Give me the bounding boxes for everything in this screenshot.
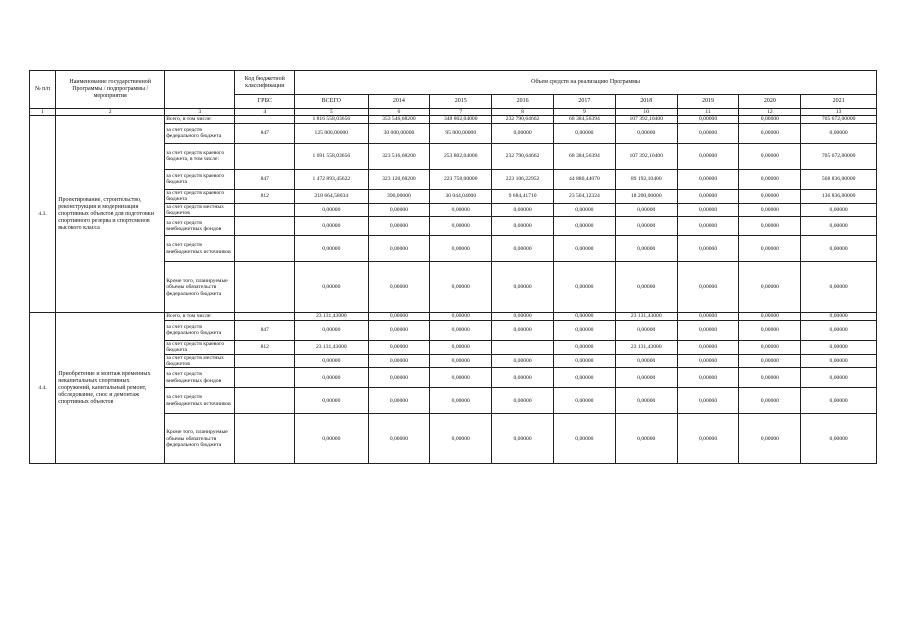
year-value: 0,00000	[615, 262, 677, 313]
year-value: 0,00000	[492, 320, 554, 340]
year-value: 0,00000	[430, 320, 492, 340]
year-value: 0,00000	[368, 340, 430, 354]
year-value: 0,00000	[492, 388, 554, 414]
header-year: 2018	[615, 95, 677, 109]
table-row	[30, 313, 877, 320]
header-name: Наименование государственной Программы / подпрограммы / мероприятия	[56, 71, 165, 109]
year-value: 0,00000	[801, 123, 877, 143]
year-value: 232 790,64662	[492, 143, 554, 169]
total-value: 23 131,43000	[295, 340, 368, 354]
year-value: 89 192,10400	[615, 169, 677, 189]
year-value: 232 790,64662	[492, 116, 554, 123]
header-year: ВСЕГО	[295, 95, 368, 109]
funding-source: за счет средств краевого бюджета, в том числе:	[165, 143, 235, 169]
year-value: 0,00000	[739, 169, 801, 189]
year-value: 0,00000	[430, 262, 492, 313]
budget-document	[29, 70, 877, 464]
header-empty	[165, 71, 235, 109]
year-value: 323 120,68200	[368, 169, 430, 189]
year-value: 0,00000	[368, 217, 430, 236]
year-value: 68 384,56394	[553, 116, 615, 123]
year-value: 0,00000	[801, 320, 877, 340]
total-value: 0,00000	[295, 354, 368, 368]
header-grbs: ГРБС	[235, 95, 295, 109]
header-year: 2016	[492, 95, 554, 109]
year-value: 705 672,00000	[801, 143, 877, 169]
section-title: Проектирование, строительство, реконструкция и модернизация спортивных объектов для подготовки спортивного резерва и спортсменов высокого класса	[56, 116, 165, 313]
funding-source: за счет средств федерального бюджета	[165, 123, 235, 143]
year-value: 107 392,10400	[615, 116, 677, 123]
grbs-code: 847	[235, 320, 295, 340]
year-value: 0,00000	[430, 388, 492, 414]
year-value: 107 392,10400	[615, 143, 677, 169]
year-value: 0,00000	[801, 236, 877, 262]
year-value: 0,00000	[677, 340, 739, 354]
grbs-code	[235, 368, 295, 388]
year-value: 0,00000	[739, 116, 801, 123]
index-cell: 8	[492, 109, 554, 116]
section-number: 4.4.	[30, 313, 56, 464]
year-value: 0,00000	[801, 388, 877, 414]
year-value: 0,00000	[739, 217, 801, 236]
total-value: 0,00000	[295, 262, 368, 313]
year-value: 223 106,22952	[492, 169, 554, 189]
grbs-code	[235, 116, 295, 123]
year-value: 0,00000	[615, 236, 677, 262]
year-value: 0,00000	[801, 217, 877, 236]
year-value: 68 384,56394	[553, 143, 615, 169]
total-value: 0,00000	[295, 217, 368, 236]
year-value: 0,00000	[492, 414, 554, 464]
funding-source: за счет средств федерального бюджета	[165, 320, 235, 340]
year-value: 95 000,00000	[430, 123, 492, 143]
grbs-code	[235, 262, 295, 313]
year-value: 0,00000	[739, 368, 801, 388]
year-value: 0,00000	[739, 414, 801, 464]
year-value: 23 504,12324	[553, 189, 615, 203]
year-value: 0,00000	[739, 262, 801, 313]
section-number: 4.3.	[30, 116, 56, 313]
year-value: 0,00000	[677, 368, 739, 388]
total-value: 0,00000	[295, 236, 368, 262]
header-volume: Объем средств на реализацию Программы	[295, 71, 877, 95]
funding-source: за счет средств краевого бюджета	[165, 189, 235, 203]
grbs-code	[235, 354, 295, 368]
year-value: 23 131,43000	[615, 340, 677, 354]
year-value: 0,00000	[677, 388, 739, 414]
year-value: 0,00000	[492, 262, 554, 313]
year-value: 0,00000	[553, 203, 615, 217]
year-value: 0,00000	[430, 203, 492, 217]
year-value: 0,00000	[615, 217, 677, 236]
total-value: 0,00000	[295, 368, 368, 388]
funding-source: за счет средств внебюджетных фондов	[165, 217, 235, 236]
total-value: 0,00000	[295, 203, 368, 217]
total-value: 218 664,58034	[295, 189, 368, 203]
year-value: 18 200,00000	[615, 189, 677, 203]
total-value: 0,00000	[295, 388, 368, 414]
funding-source: Всего, в том числе:	[165, 116, 235, 123]
year-value: 0,00000	[677, 123, 739, 143]
year-value: 0,00000	[677, 320, 739, 340]
index-cell: 13	[801, 109, 877, 116]
year-value: 0,00000	[739, 354, 801, 368]
year-value: 0,00000	[677, 189, 739, 203]
year-value: 0,00000	[430, 217, 492, 236]
funding-source: за счет средств внебюджетных источников	[165, 388, 235, 414]
index-cell: 5	[295, 109, 368, 116]
year-value: 396,00000	[368, 189, 430, 203]
year-value: 0,00000	[553, 354, 615, 368]
index-cell: 11	[677, 109, 739, 116]
year-value: 0,00000	[615, 388, 677, 414]
total-value: 0,00000	[295, 320, 368, 340]
year-value: 0,00000	[739, 123, 801, 143]
year-value: 0,00000	[739, 189, 801, 203]
year-value: 0,00000	[492, 236, 554, 262]
year-value: 0,00000	[553, 123, 615, 143]
year-value: 0,00000	[430, 414, 492, 464]
year-value: 253 802,04000	[430, 143, 492, 169]
index-row	[30, 109, 877, 116]
year-value: 0,00000	[492, 217, 554, 236]
budget-table	[29, 70, 877, 464]
year-value: 0,00000	[801, 313, 877, 320]
total-value: 0,00000	[295, 414, 368, 464]
grbs-code: 812	[235, 189, 295, 203]
year-value: 0,00000	[368, 354, 430, 368]
index-cell: 10	[615, 109, 677, 116]
year-value: 0,00000	[615, 123, 677, 143]
year-value: 0,00000	[430, 313, 492, 320]
year-value: 0,00000	[492, 354, 554, 368]
year-value: 0,00000	[430, 340, 492, 354]
year-value: 568 836,00000	[801, 169, 877, 189]
year-value: 23 131,43000	[615, 313, 677, 320]
year-value: 0,00000	[553, 340, 615, 354]
header-row	[30, 71, 877, 95]
year-value: 0,00000	[553, 236, 615, 262]
year-value: 353 546,68200	[368, 116, 430, 123]
year-value: 0,00000	[368, 368, 430, 388]
year-value: 0,00000	[430, 236, 492, 262]
total-value: 125 000,00000	[295, 123, 368, 143]
year-value: 705 672,00000	[801, 116, 877, 123]
year-value: 0,00000	[739, 388, 801, 414]
year-value	[492, 340, 554, 354]
grbs-code: 847	[235, 169, 295, 189]
year-value: 0,00000	[677, 217, 739, 236]
year-value: 348 802,04000	[430, 116, 492, 123]
year-value: 0,00000	[492, 123, 554, 143]
index-cell: 1	[30, 109, 56, 116]
year-value: 0,00000	[368, 203, 430, 217]
year-value: 0,00000	[801, 340, 877, 354]
year-value: 0,00000	[677, 313, 739, 320]
index-cell: 6	[368, 109, 430, 116]
funding-source: Кроме того, планируемые объемы обязательств федерального бюджета	[165, 262, 235, 313]
year-value: 0,00000	[739, 340, 801, 354]
index-cell: 9	[553, 109, 615, 116]
year-value: 0,00000	[739, 313, 801, 320]
year-value: 0,00000	[492, 313, 554, 320]
header-number: № п/п	[30, 71, 56, 109]
year-value: 0,00000	[801, 262, 877, 313]
year-value: 0,00000	[677, 203, 739, 217]
year-value: 0,00000	[677, 262, 739, 313]
funding-source: за счет средств краевого бюджета	[165, 169, 235, 189]
year-value: 0,00000	[677, 354, 739, 368]
year-value: 0,00000	[739, 143, 801, 169]
year-value: 0,00000	[368, 236, 430, 262]
year-value: 0,00000	[677, 143, 739, 169]
grbs-code	[235, 388, 295, 414]
year-value: 323 516,68200	[368, 143, 430, 169]
year-value: 0,00000	[677, 169, 739, 189]
grbs-code	[235, 236, 295, 262]
year-value: 30 044,04000	[430, 189, 492, 203]
year-value: 0,00000	[553, 368, 615, 388]
grbs-code	[235, 217, 295, 236]
year-value: 0,00000	[739, 203, 801, 217]
funding-source: Всего, в том числе:	[165, 313, 235, 320]
funding-source: за счет средств краевого бюджета	[165, 340, 235, 354]
total-value: 1 691 558,03656	[295, 143, 368, 169]
funding-source: за счет средств местных бюджетов	[165, 203, 235, 217]
year-value: 0,00000	[801, 203, 877, 217]
year-value: 0,00000	[368, 313, 430, 320]
grbs-code	[235, 414, 295, 464]
total-value: 1 816 558,03656	[295, 116, 368, 123]
index-cell: 12	[739, 109, 801, 116]
year-value: 0,00000	[368, 388, 430, 414]
grbs-code: 847	[235, 123, 295, 143]
year-value: 30 000,00000	[368, 123, 430, 143]
total-value: 23 131,43000	[295, 313, 368, 320]
funding-source: за счет средств внебюджетных источников	[165, 236, 235, 262]
year-value: 0,00000	[368, 414, 430, 464]
header-year: 2014	[368, 95, 430, 109]
year-value: 0,00000	[368, 320, 430, 340]
funding-source: Кроме того, планируемые объемы обязательств федерального бюджета	[165, 414, 235, 464]
header-year: 2017	[553, 95, 615, 109]
year-value: 0,00000	[677, 236, 739, 262]
year-value: 44 880,44070	[553, 169, 615, 189]
section-title: Приобретение и монтаж временных некапитальных спортивных сооружений, капитальный ремонт, обследование, снос и демонтаж спортивных объектов	[56, 313, 165, 464]
grbs-code	[235, 143, 295, 169]
year-value: 0,00000	[801, 414, 877, 464]
year-value: 0,00000	[739, 236, 801, 262]
year-value: 0,00000	[615, 368, 677, 388]
year-value: 0,00000	[492, 203, 554, 217]
year-value: 0,00000	[553, 414, 615, 464]
header-year: 2021	[801, 95, 877, 109]
year-value: 0,00000	[677, 414, 739, 464]
year-value: 0,00000	[615, 203, 677, 217]
year-value: 0,00000	[553, 217, 615, 236]
year-value: 223 758,00000	[430, 169, 492, 189]
total-value: 1 472 893,45622	[295, 169, 368, 189]
year-value: 0,00000	[677, 116, 739, 123]
index-cell: 2	[56, 109, 165, 116]
year-value: 0,00000	[739, 320, 801, 340]
header-year: 2015	[430, 95, 492, 109]
year-value: 0,00000	[368, 262, 430, 313]
header-year: 2019	[677, 95, 739, 109]
header-year: 2020	[739, 95, 801, 109]
year-value: 0,00000	[430, 368, 492, 388]
funding-source: за счет средств местных бюджетов	[165, 354, 235, 368]
year-value: 136 836,00000	[801, 189, 877, 203]
year-value: 0,00000	[801, 354, 877, 368]
year-value: 0,00000	[615, 354, 677, 368]
table-row	[30, 116, 877, 123]
year-value: 0,00000	[801, 368, 877, 388]
index-cell: 7	[430, 109, 492, 116]
funding-source: за счет средств внебюджетных фондов	[165, 368, 235, 388]
year-value: 0,00000	[553, 262, 615, 313]
year-value: 0,00000	[553, 313, 615, 320]
grbs-code	[235, 203, 295, 217]
year-value: 9 684,41710	[492, 189, 554, 203]
grbs-code: 812	[235, 340, 295, 354]
year-value: 0,00000	[615, 320, 677, 340]
year-value: 0,00000	[430, 354, 492, 368]
header-kbk: Код бюджетной классификации	[235, 71, 295, 95]
grbs-code	[235, 313, 295, 320]
year-value: 0,00000	[553, 320, 615, 340]
index-cell: 4	[235, 109, 295, 116]
year-value: 0,00000	[553, 388, 615, 414]
index-cell: 3	[165, 109, 235, 116]
year-value: 0,00000	[615, 414, 677, 464]
year-value: 0,00000	[492, 368, 554, 388]
